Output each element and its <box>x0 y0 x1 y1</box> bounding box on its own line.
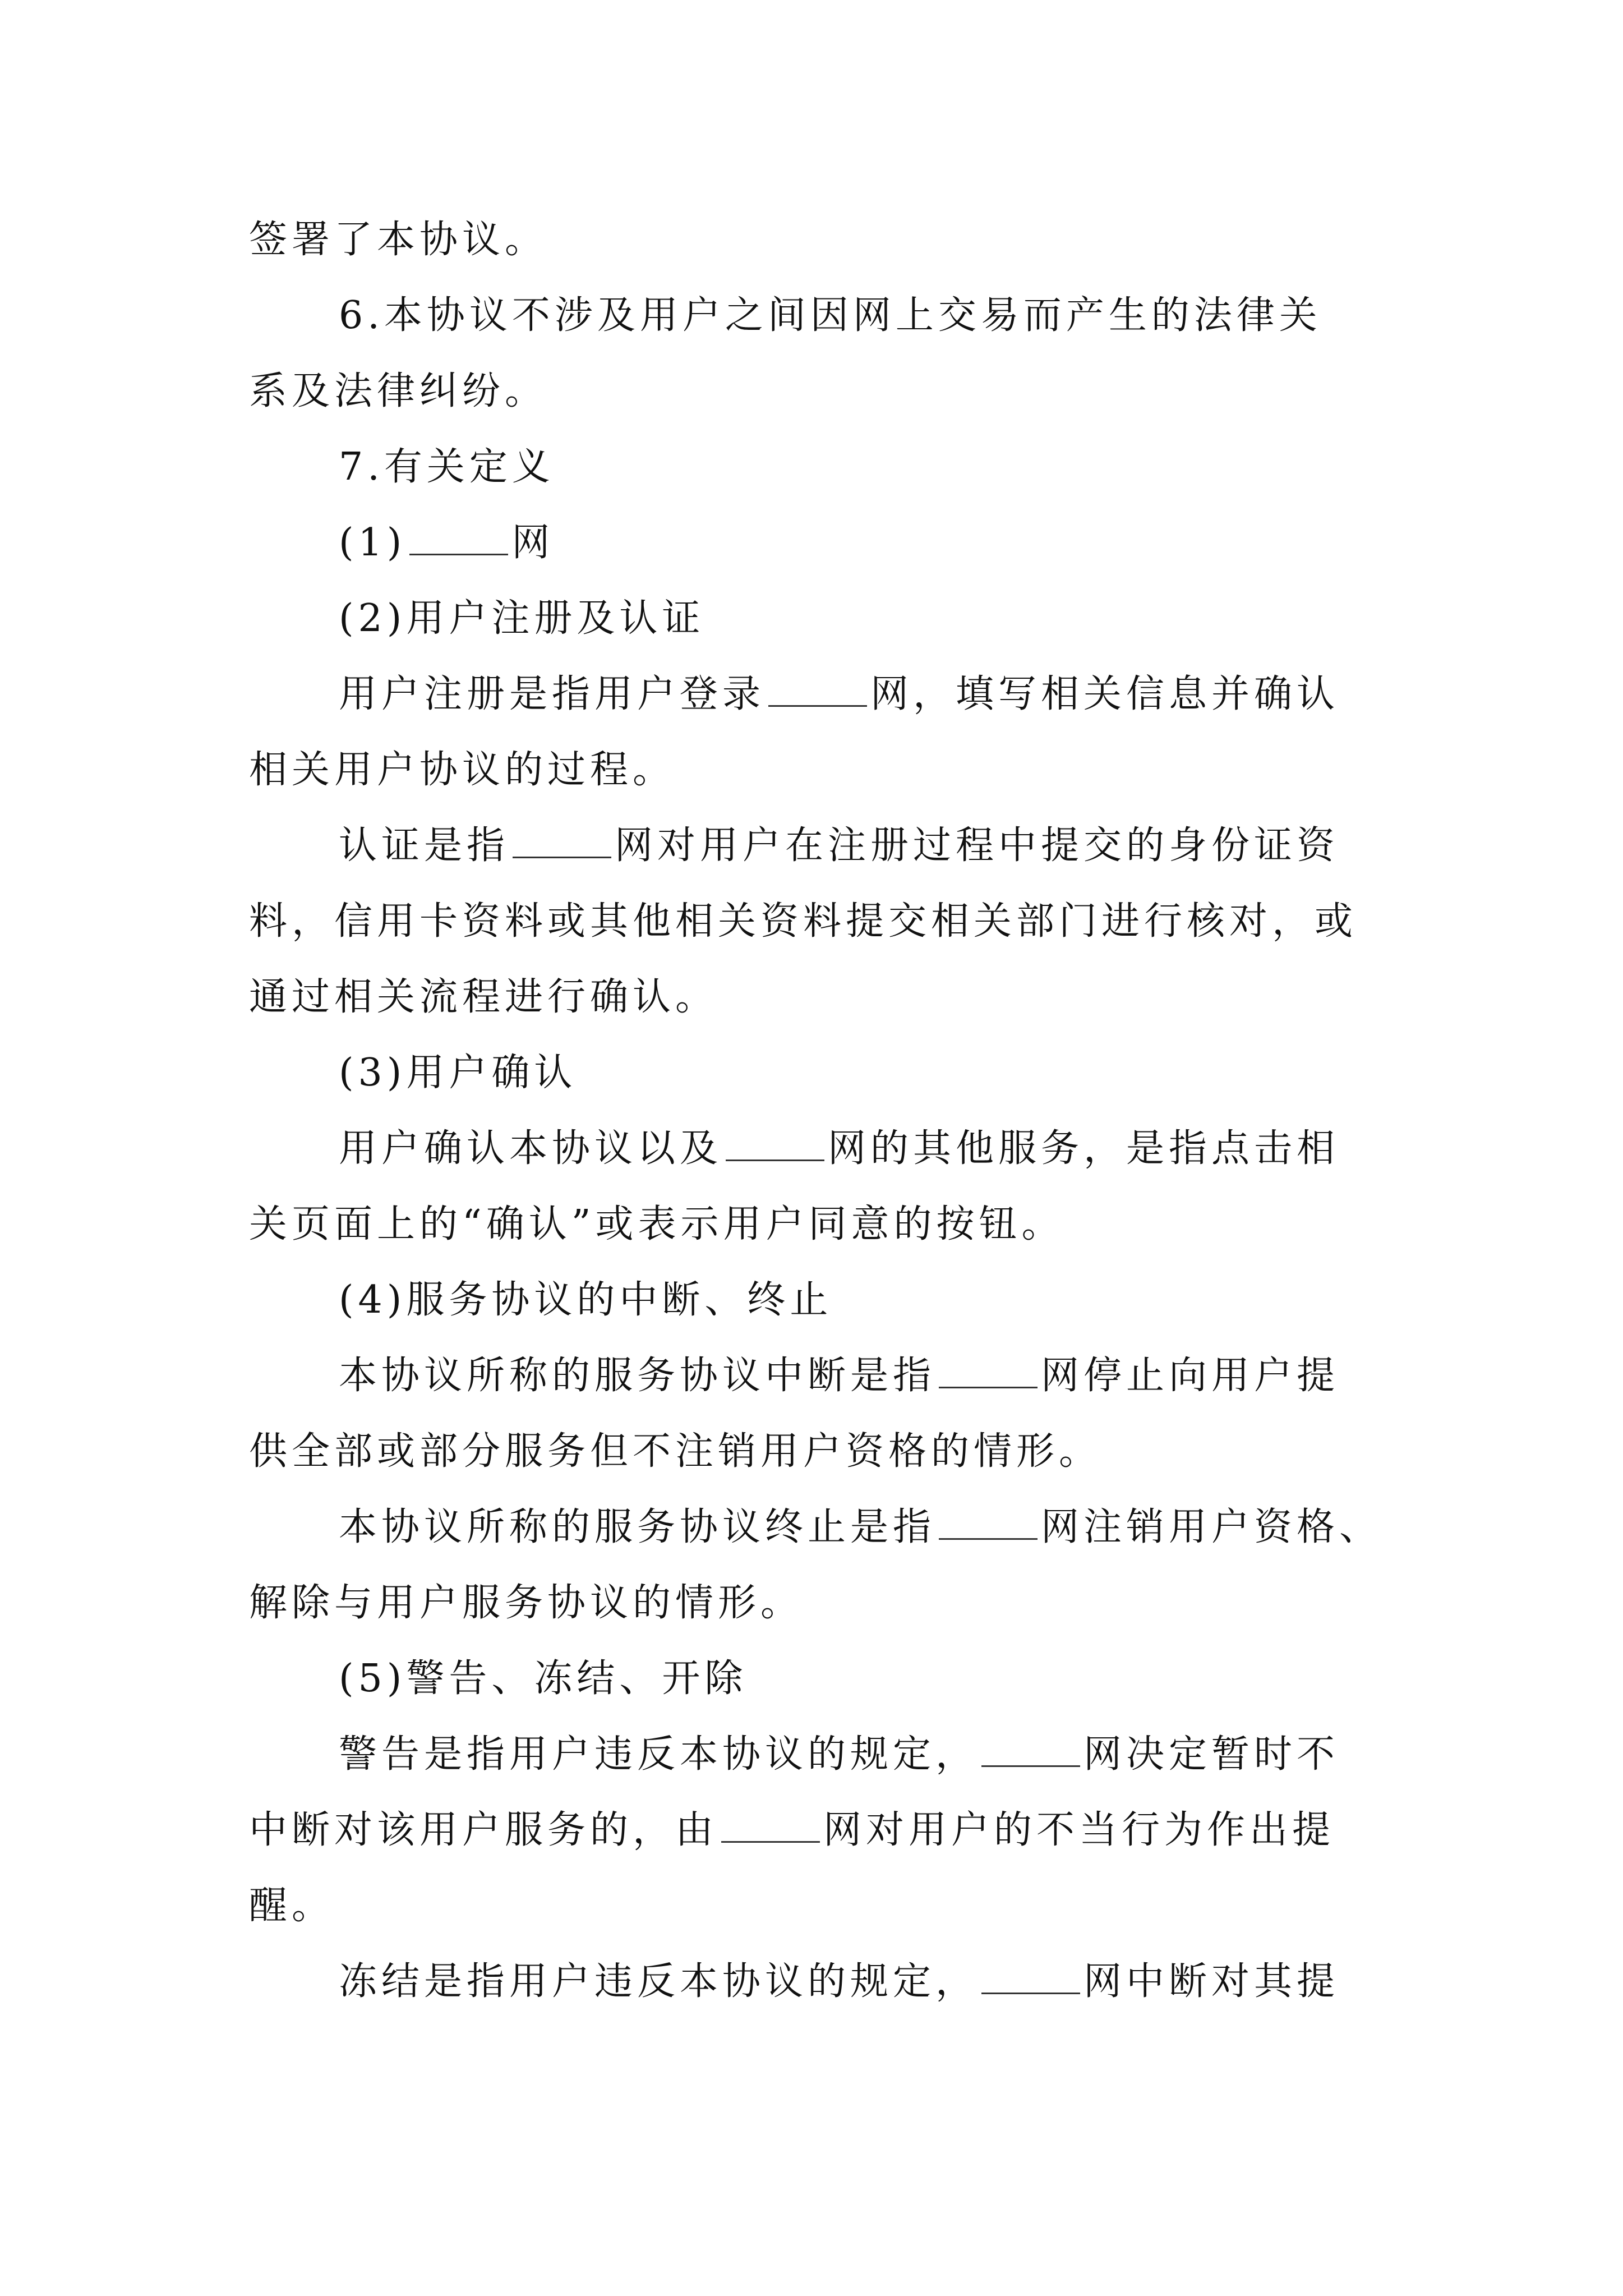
text-line: 本协议所称的服务协议中断是指 网停止向用户提 <box>339 1354 1340 1398</box>
text-line: 签署了本协议。 <box>249 218 548 262</box>
text-line: 醒。 <box>249 1884 335 1928</box>
fill-in-blank <box>981 1959 1080 1994</box>
text-line: 通过相关流程进行确认。 <box>249 975 718 1019</box>
fill-in-blank <box>513 823 611 858</box>
fill-in-blank <box>409 520 508 555</box>
text-line: 用户注册是指用户登录 网，填写相关信息并确认 <box>339 672 1340 716</box>
text-line: 解除与用户服务协议的情形。 <box>249 1581 804 1625</box>
subsection-heading: (1) 网 <box>339 521 555 565</box>
section-heading: 7.有关定义 <box>339 445 555 489</box>
fill-in-blank <box>721 1807 820 1843</box>
fill-in-blank <box>939 1504 1038 1540</box>
text-line: 警告是指用户违反本协议的规定， 网决定暂时不 <box>339 1732 1340 1777</box>
fill-in-blank <box>726 1126 824 1161</box>
subsection-heading: (5)警告、冻结、开除 <box>339 1657 748 1701</box>
text-line: 料，信用卡资料或其他相关资料提交相关部门进行核对，或 <box>249 899 1358 944</box>
text-line: 认证是指 网对用户在注册过程中提交的身份证资 <box>339 823 1340 868</box>
text-line: 相关用户协议的过程。 <box>249 748 676 792</box>
fill-in-blank <box>939 1353 1038 1388</box>
subsection-heading: (2)用户注册及认证 <box>339 596 705 641</box>
text-line: 本协议所称的服务协议终止是指 网注销用户资格、 <box>339 1505 1382 1549</box>
fill-in-blank <box>768 671 867 707</box>
text-line: 6.本协议不涉及用户之间因网上交易而产生的法律关 <box>339 293 1322 338</box>
subsection-heading: (4)服务协议的中断、终止 <box>339 1278 833 1322</box>
text-line: 用户确认本协议以及 网的其他服务，是指点击相 <box>339 1126 1340 1171</box>
fill-in-blank <box>981 1732 1080 1767</box>
text-line: 关页面上的“确认”或表示用户同意的按钮。 <box>249 1202 1064 1246</box>
text-line: 系及法律纠纷。 <box>249 369 548 413</box>
text-line: 冻结是指用户违反本协议的规定， 网中断对其提 <box>339 1959 1340 2004</box>
subsection-heading: (3)用户确认 <box>339 1051 577 1095</box>
text-line: 供全部或部分服务但不注销用户资格的情形。 <box>249 1429 1102 1474</box>
text-line: 中断对该用户服务的，由 网对用户的不当行为作出提 <box>249 1808 1335 1852</box>
